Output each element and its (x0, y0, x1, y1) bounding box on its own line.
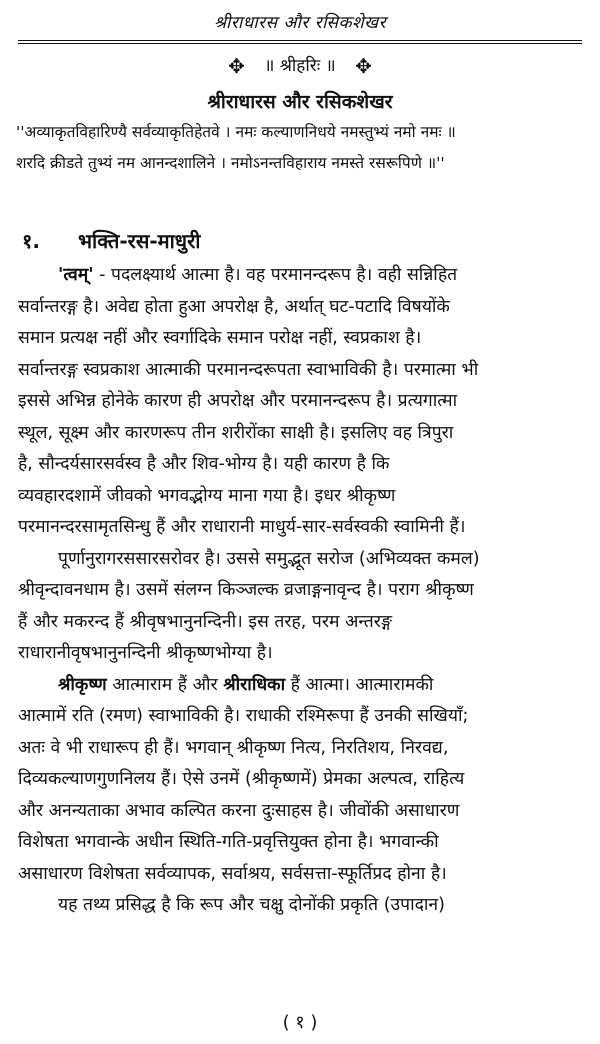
page-number: ( १ ) (282, 1012, 318, 1033)
section-number: १. (22, 229, 40, 253)
paragraph-line: असाधारण विशेषता सर्वव्यापक, सर्वाश्रय, सर्वसत्ता-स्फूर्तिप्रद होना है। (18, 863, 447, 884)
ornament-left-icon: ✥ (228, 54, 245, 78)
header-rule-bottom (18, 43, 582, 44)
bold-term: 'त्वम्' (58, 265, 94, 285)
line-text: आत्माराम हैं और (106, 674, 224, 695)
paragraph-line: परमानन्दरसामृतसिन्धु हैं और राधारानी माधुर्य-सार-सर्वस्वकी स्वामिनी हैं। (18, 517, 466, 537)
paragraph-line (18, 260, 584, 292)
paragraph-line: श्रीवृन्दावनधाम है। उसमें संलग्न किञ्जल्क व्रजाङ्गनावृन्द है। पराग श्रीकृष्ण (18, 580, 474, 600)
paragraph-line: आत्मामें रति (रमण) स्वाभाविकी है। राधाकी रश्मिरूपा हैं उनकी सखियाँ; (18, 706, 469, 726)
paragraph-line: समान प्रत्यक्ष नहीं और स्वर्गादिके समान परोक्ष नहीं, स्वप्रकाश है। (18, 328, 422, 348)
paragraph-line: पूर्णानुरागरससारसरोवर है। उससे समुद्भूत सरोज (अभिव्यक्त कमल) (58, 548, 480, 569)
section-title: भक्ति-रस-माधुरी (78, 229, 201, 253)
bold-term: श्रीकृष्ण (58, 674, 107, 695)
line-text: हैं आत्मा। आत्मारामकी (285, 674, 434, 695)
paragraph-line: सर्वान्तरङ्ग है। अवेद्य होता हुआ अपरोक्ष है, अर्थात् घट-पटादि विषयोंके (18, 296, 450, 317)
paragraph-line: स्थूल, सूक्ष्म और कारणरूप तीन शरीरोंका साक्षी है। इसलिए वह त्रिपुरा (18, 422, 454, 443)
paragraph-line (18, 670, 584, 702)
verse-line: ''अव्याकृतविहारिण्यै सर्वव्याकृतिहेतवे । नमः कल्याणनिधये नमस्तुभ्यं नमो नमः ॥ (16, 123, 456, 141)
invocation (0, 54, 600, 78)
line-text: - पदलक्ष्यार्थ आत्मा है। वह परमानन्दरूप है। वही सन्निहित (93, 265, 458, 285)
verse-line: शरदि क्रीडते तुभ्यं नम आनन्दशालिने । नमोऽनन्तविहाराय नमस्ते रसरूपिणे ॥'' (16, 154, 445, 172)
running-header: श्रीराधारस और रसिकशेखर (213, 13, 387, 33)
invocation-text: ॥ श्रीहरिः ॥ (264, 56, 336, 76)
paragraph-line: यह तथ्य प्रसिद्ध है कि रूप और चक्षु दोनोंकी प्रकृति (उपादान) (58, 895, 445, 915)
paragraph-line: और अनन्यताका अभाव कल्पित करना दुःसाहस है। जीवोंकी असाधारण (18, 800, 460, 821)
paragraph-line: हैं और मकरन्द हैं श्रीवृषभानुनन्दिनी। इस तरह, परम अन्तरङ्ग (18, 611, 392, 632)
header-rule-top (18, 40, 582, 41)
paragraph-line: व्यवहारदशामें जीवको भगवद्भोग्य माना गया है। इधर श्रीकृष्ण (18, 485, 396, 506)
body-text (18, 260, 584, 922)
paragraph-line: राधारानीवृषभानुनन्दिनी श्रीकृष्णभोग्या है। (18, 643, 273, 663)
paragraph-line: विशेषता भगवान्के अधीन स्थिति-गति-प्रवृत्तियुक्त होना है। भगवान्की (18, 832, 439, 852)
paragraph-line: अतः वे भी राधारूप ही हैं। भगवान् श्रीकृष्ण नित्य, निरतिशय, निरवद्य, (18, 737, 449, 758)
paragraph-line: सर्वान्तरङ्ग स्वप्रकाश आत्माकी परमानन्दरूपता स्वाभाविकी है। परमात्मा भी (18, 359, 479, 380)
paragraph-line: दिव्यकल्याणगुणनिलय हैं। ऐसे उनमें (श्रीकृष्णमें) प्रेमका अल्पत्व, राहित्य (18, 769, 465, 789)
bold-term: श्रीराधिका (223, 674, 286, 695)
chapter-title: श्रीराधारस और रसिकशेखर (207, 91, 393, 113)
paragraph-line: इससे अभिन्न होनेके कारण ही अपरोक्ष और परमानन्दरूप है। प्रत्यगात्मा (18, 391, 458, 411)
ornament-right-icon: ✥ (355, 54, 372, 78)
paragraph-line: है, सौन्दर्यसारसर्वस्व है और शिव-भोग्य है। यही कारण है कि (18, 454, 390, 474)
section-heading (22, 226, 582, 256)
